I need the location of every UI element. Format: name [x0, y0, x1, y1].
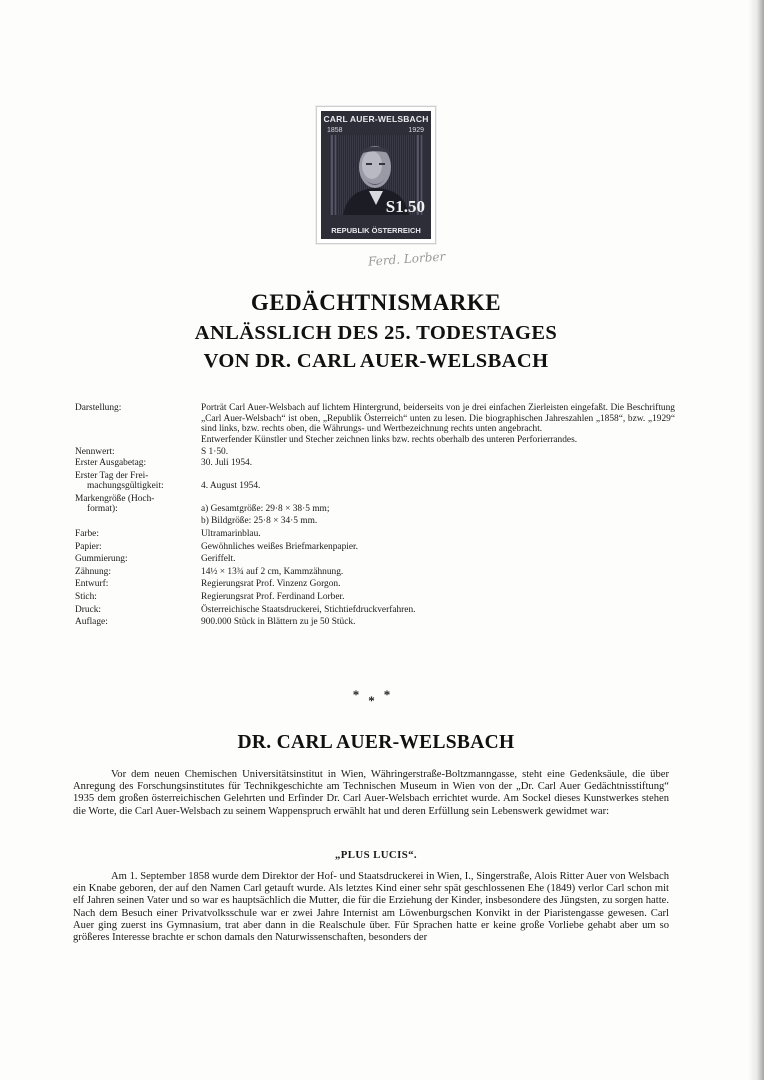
detail-row-nennwert	[75, 447, 675, 458]
detail-label: Druck:	[75, 604, 102, 615]
detail-label: Zähnung:	[75, 566, 111, 577]
detail-value: Geriffelt.	[201, 554, 236, 565]
detail-row-stich	[75, 592, 675, 603]
detail-label: Stich:	[75, 591, 97, 602]
detail-label	[75, 494, 201, 527]
detail-row-papier	[75, 542, 675, 553]
detail-label: Farbe:	[75, 528, 99, 539]
section-separator	[0, 687, 752, 708]
detail-row-freimachung	[75, 471, 675, 492]
detail-label-line: machungsgültigkeit:	[87, 481, 164, 492]
detail-value	[201, 403, 675, 445]
detail-value: Regierungsrat Prof. Vinzenz Gorgon.	[201, 579, 341, 590]
detail-row-gummierung	[75, 554, 675, 565]
detail-value: 4. August 1954.	[201, 480, 261, 491]
separator-star: *	[368, 693, 384, 708]
detail-label	[75, 471, 201, 492]
detail-value: 900.000 Stück in Blättern zu je 50 Stück.	[201, 617, 356, 628]
detail-row-zaehnung	[75, 567, 675, 578]
detail-value: Ultramarinblau.	[201, 528, 261, 539]
detail-row-farbe	[75, 529, 675, 540]
detail-row-markengroesse	[75, 494, 675, 527]
detail-label: Erster Ausgabetag:	[75, 457, 147, 468]
stamp-name: CARL AUER-WELSBACH	[323, 114, 429, 124]
darstellung-text: Porträt Carl Auer-Welsbach auf lichtem Hintergrund, beiderseits von je drei einfachen Zierleisten eingefaßt. Die Beschriftung „Carl Auer-Welsbach“ ist oben, „Republik Österreich“ unten zu lesen. Die biographischen Jahreszahlen „1858“, bzw. „1929“ sind links, bzw. rechts oben, die Währungs- und Wertbezeichnung rechts unten angebracht.	[201, 403, 675, 435]
detail-row-entwurf	[75, 579, 675, 590]
detail-value: Österreichische Staatsdruckerei, Stichtiefdruckverfahren.	[201, 604, 416, 615]
section-heading: DR. CARL AUER-WELSBACH	[237, 732, 515, 753]
detail-label: Nennwert:	[75, 447, 115, 458]
detail-label-line: format):	[87, 504, 118, 515]
detail-value	[201, 494, 675, 527]
separator-star: *	[383, 687, 400, 702]
scan-edge-shadow	[748, 0, 764, 1080]
detail-value: Gewöhnliches weißes Briefmarkenpapier.	[201, 541, 358, 552]
body-paragraph-2: Am 1. September 1858 wurde dem Direktor der Hof- und Staatsdruckerei in Wien, I., Singerstraße, Alois Ritter Auer von Welsbach ein Knabe geboren, der auf den Namen Carl getauft wurde. Als letztes Kind einer sehr spät geschlossenen Ehe (1849) verlor Carl schon mit elf Jahren seinen Vater und so war es hauptsächlich die Mutter, die für die Erziehung der Kinder, insbesondere des Jüngsten, zu sorgen hatte. Nach dem Besuch einer Privatvolksschule war er zwei Jahre Internist am Löwenburgschen Konvikt in der Piaristengasse gewesen. Carl Auer ging zuerst ins Gymnasium, trat aber dann in die Realschule über. Für Sprachen hatte er keine große Vorliebe gehabt aber um so größeres Interesse brachte er schon damals den Naturwissenschaften, besonders der	[73, 871, 669, 944]
page-title: GEDÄCHTNISMARKE	[250, 290, 502, 315]
detail-value: Regierungsrat Prof. Ferdinand Lorber.	[201, 591, 345, 602]
detail-value: 30. Juli 1954.	[201, 457, 253, 468]
gesamtgroesse: a) Gesamtgröße: 29·8 × 38·5 mm;	[201, 503, 330, 514]
darstellung-text-2: Entwerfender Künstler und Stecher zeichnen links bzw. rechts oberhalb des unteren Perforierrandes.	[201, 434, 578, 445]
stamp-death-year: 1929	[408, 127, 424, 134]
detail-row-darstellung	[75, 403, 675, 445]
detail-label: Auflage:	[75, 617, 108, 628]
stamp-details-table	[75, 403, 675, 628]
stamp-birth-year: 1858	[327, 127, 343, 134]
detail-label: Entwurf:	[75, 579, 109, 590]
detail-label-line: Markengröße (Hoch-	[75, 493, 155, 504]
bildgroesse: b) Bildgröße: 25·8 × 34·5 mm.	[201, 516, 318, 527]
separator-star: *	[352, 687, 369, 702]
detail-row-druck	[75, 605, 675, 616]
body-paragraph-1: Vor dem neuen Chemischen Universitätsinstitut in Wien, Währingerstraße-Boltzmanngasse, steht eine Gedenksäule, die über Anregung des Forschungsinstitutes für Technikgeschichte am Technischen Museum in Wien von der „Dr. Carl Auer Gedächtnisstiftung“ 1935 dem großen österreichischen Gelehrten und Erfinder Dr. Carl Auer-Welsbach errichtet wurde. Am Sockel dieses Kunstwerkes stehen die Worte, die Carl Auer-Welsbach zu seinem Wappenspruch erwählt hat und deren Erfüllung sein Lebenswerk gewidmet war:	[73, 769, 669, 817]
stamp-country: REPUBLIK ÖSTERREICH	[331, 226, 421, 235]
detail-label: Papier:	[75, 541, 102, 552]
stamp-engraving	[321, 111, 431, 239]
detail-value: S 1·50.	[201, 447, 229, 458]
stamp	[316, 106, 436, 244]
page-subtitle-2: VON DR. CARL AUER-WELSBACH	[203, 350, 549, 372]
page-subtitle-1: ANLÄSSLICH DES 25. TODESTAGES	[194, 322, 558, 344]
stamp-value: S1.50	[385, 197, 425, 216]
detail-label: Darstellung:	[75, 403, 122, 413]
detail-label: Gummierung:	[75, 554, 128, 565]
detail-row-ausgabetag	[75, 458, 675, 469]
detail-row-auflage	[75, 617, 675, 628]
detail-value: 14½ × 13¾ auf 2 cm, Kammzähnung.	[201, 566, 344, 577]
engraver-signature: Ferd. Lorber	[367, 249, 446, 269]
detail-label-line: Erster Tag der Frei-	[75, 470, 149, 481]
motto: „PLUS LUCIS“.	[335, 849, 417, 861]
